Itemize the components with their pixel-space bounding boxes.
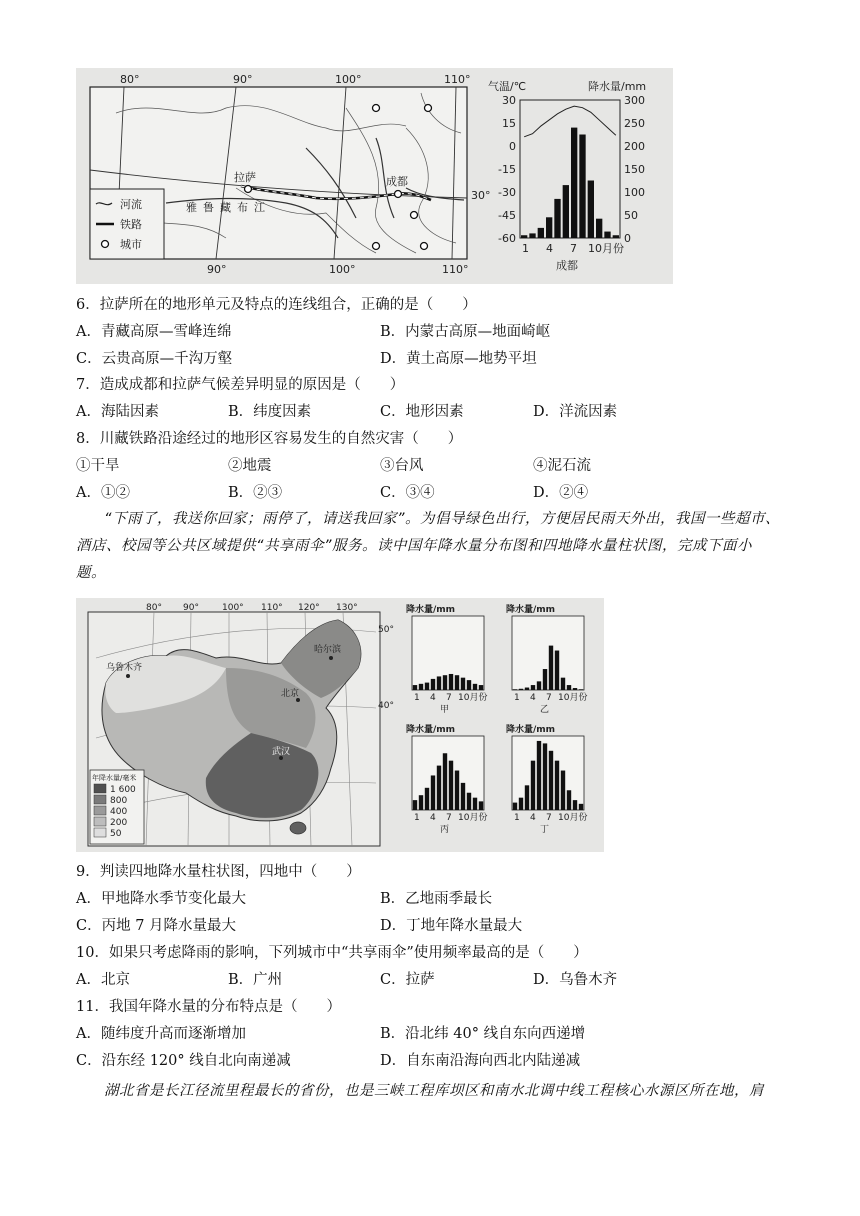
x-tick: 7 xyxy=(446,693,452,703)
left-tick: 30 xyxy=(502,94,516,107)
climate-plot-frame xyxy=(520,100,620,238)
precip-bar xyxy=(543,669,547,690)
city-circle xyxy=(373,243,380,250)
q7-option-b[interactable]: B．纬度因素 xyxy=(228,404,312,420)
passage-line: 湖北省是长江径流里程最长的省份，也是三峡工程库坝区和南水北调中线工程核心水源区所在地，肩 xyxy=(104,1083,764,1099)
passage-line: 题。 xyxy=(76,565,106,581)
precip-bar xyxy=(473,684,477,690)
q10-option-a[interactable]: A．北京 xyxy=(76,972,130,988)
precip-bar xyxy=(549,646,553,690)
precip-bar xyxy=(455,771,459,810)
x-tick: 4 xyxy=(430,693,436,703)
precip-bar xyxy=(579,689,583,690)
legend-title: 年降水量/毫米 xyxy=(92,774,137,782)
q7-option-c[interactable]: C．地形因素 xyxy=(380,404,464,420)
climate-chart-caption: 成都 xyxy=(556,259,578,272)
figure2-svg xyxy=(76,598,604,852)
passage-line: “下雨了，我送你回家；雨停了，请送我回家”。为倡导绿色出行，方便居民雨天外出，我国一些超市、 xyxy=(104,511,781,527)
q6-option-a[interactable]: A．青藏高原—雪峰连绵 xyxy=(76,324,232,340)
x-tick: 4 xyxy=(546,242,553,255)
lon-label: 100° xyxy=(222,603,244,613)
bar-chart-caption: 丁 xyxy=(540,825,550,835)
lat-label: 30° xyxy=(471,189,491,202)
q8-item-4: ④泥石流 xyxy=(533,458,591,474)
passage-shared-umbrella xyxy=(76,506,788,587)
x-tick: 7 xyxy=(546,693,552,703)
river-label: 雅鲁藏布江 xyxy=(186,201,271,214)
question-11-stem: 11．我国年降水量的分布特点是（ ） xyxy=(76,999,341,1015)
bar-chart-y-title: 降水量/mm xyxy=(406,725,456,735)
legend-swatch xyxy=(94,784,106,793)
precip-bar xyxy=(549,751,553,810)
left-tick: -60 xyxy=(498,232,516,245)
legend-river-label: 河流 xyxy=(120,198,142,211)
q8-item-3: ③台风 xyxy=(380,458,424,474)
bar-chart-frame xyxy=(512,616,584,690)
question-8-stem: 8．川藏铁路沿途经过的地形区容易发生的自然灾害（ ） xyxy=(76,431,463,447)
x-tick: 10月份 xyxy=(558,813,588,823)
legend-value: 1 600 xyxy=(110,785,136,795)
precip-bar xyxy=(419,684,423,690)
lon-label: 110° xyxy=(261,603,283,613)
precip-bar xyxy=(455,675,459,690)
precip-bar xyxy=(437,766,441,810)
precip-bar xyxy=(413,685,417,690)
precip-bar xyxy=(613,235,619,238)
precip-bar xyxy=(431,775,435,810)
x-tick: 7 xyxy=(546,813,552,823)
precip-bar xyxy=(546,217,552,238)
x-tick: 10月份 xyxy=(458,813,488,823)
precip-bar xyxy=(479,801,483,810)
precip-bar xyxy=(554,199,560,238)
q9-option-b[interactable]: B．乙地雨季最长 xyxy=(380,891,493,907)
city-circle xyxy=(411,212,418,219)
x-tick: 1 xyxy=(522,242,529,255)
x-tick: 10月份 xyxy=(458,693,488,703)
city-circle xyxy=(373,105,380,112)
right-tick: 150 xyxy=(624,163,645,176)
legend-swatch xyxy=(94,795,106,804)
climate-chart xyxy=(488,79,646,272)
lat-label: 40° xyxy=(378,701,394,711)
precip-bar xyxy=(521,235,527,238)
precip-bar xyxy=(467,793,471,810)
precip-bar xyxy=(529,233,535,238)
precip-bar xyxy=(525,688,529,690)
q8-option-c[interactable]: C．③④ xyxy=(380,485,435,501)
x-tick: 1 xyxy=(514,813,520,823)
right-tick: 300 xyxy=(624,94,645,107)
q9-option-a[interactable]: A．甲地降水季节变化最大 xyxy=(76,891,246,907)
precip-bar xyxy=(513,689,517,690)
precip-bar xyxy=(567,685,571,690)
q11-option-c[interactable]: C．沿东经 120° 线自北向南递减 xyxy=(76,1053,291,1069)
left-tick: -15 xyxy=(498,163,516,176)
x-tick: 4 xyxy=(530,693,536,703)
left-tick: 0 xyxy=(509,140,516,153)
x-tick: 1 xyxy=(514,693,520,703)
right-tick: 200 xyxy=(624,140,645,153)
city-chengdu-circle xyxy=(395,191,402,198)
legend-railway-label: 铁路 xyxy=(120,218,142,231)
q8-option-d[interactable]: D．②④ xyxy=(533,485,589,501)
passage-hubei xyxy=(76,1078,788,1105)
bar-chart-caption: 乙 xyxy=(540,705,550,715)
lon-label: 120° xyxy=(298,603,320,613)
precip-bar xyxy=(531,685,535,690)
precip-bar xyxy=(419,795,423,810)
bar-chart-y-title: 降水量/mm xyxy=(406,605,456,615)
bar-chart-caption: 甲 xyxy=(440,705,450,715)
bar-chart-y-title: 降水量/mm xyxy=(506,605,556,615)
right-tick: 0 xyxy=(624,232,631,245)
bar-chart-y-title: 降水量/mm xyxy=(506,725,556,735)
precip-bar xyxy=(543,743,547,810)
lon-label-top: 90° xyxy=(233,73,253,86)
left-tick: -30 xyxy=(498,186,516,199)
legend-city-label: 城市 xyxy=(120,238,142,251)
x-tick: 7 xyxy=(570,242,577,255)
q8-item-1: ①干旱 xyxy=(76,458,120,474)
city-icon xyxy=(102,241,109,248)
q7-option-a[interactable]: A．海陆因素 xyxy=(76,404,159,420)
right-tick: 100 xyxy=(624,186,645,199)
q7-option-d[interactable]: D．洋流因素 xyxy=(533,404,618,420)
figure-china-precipitation xyxy=(76,598,604,852)
city-label-chengdu: 成都 xyxy=(386,175,408,188)
precip-bar xyxy=(437,676,441,690)
x-tick: 1 xyxy=(414,693,420,703)
precip-bar xyxy=(573,800,577,810)
city-label-lhasa: 拉萨 xyxy=(234,171,256,184)
precip-bar xyxy=(473,798,477,810)
lon-label-bottom: 90° xyxy=(207,263,227,276)
precip-bar xyxy=(425,788,429,810)
lat-label: 50° xyxy=(378,625,394,635)
left-axis-title: 气温/℃ xyxy=(488,80,527,93)
lon-label-top: 100° xyxy=(335,73,362,86)
legend-value: 200 xyxy=(110,818,128,828)
city-label-wuhan: 武汉 xyxy=(272,747,291,757)
q9-option-d[interactable]: D．丁地年降水量最大 xyxy=(380,918,523,934)
precip-bar xyxy=(571,128,577,238)
precip-bar xyxy=(413,800,417,810)
right-tick: 50 xyxy=(624,209,638,222)
precip-bar xyxy=(449,674,453,690)
q6-option-b[interactable]: B．内蒙古高原—地面崎岖 xyxy=(380,324,551,340)
q6-option-d[interactable]: D．黄土高原—地势平坦 xyxy=(380,351,537,367)
q11-option-d[interactable]: D．自东南沿海向西北内陆递减 xyxy=(380,1053,581,1069)
x-tick: 10月份 xyxy=(558,693,588,703)
precip-bar xyxy=(537,741,541,810)
precip-bar xyxy=(596,219,602,238)
lon-label: 80° xyxy=(146,603,162,613)
legend-swatch xyxy=(94,817,106,826)
precip-bar xyxy=(443,753,447,810)
map-svg xyxy=(76,68,673,284)
x-tick: 1 xyxy=(414,813,420,823)
precip-bar xyxy=(555,761,559,810)
precip-bar xyxy=(467,680,471,690)
q10-option-b[interactable]: B．广州 xyxy=(228,972,283,988)
q9-option-c[interactable]: C．丙地 7 月降水量最大 xyxy=(76,918,237,934)
precip-bar xyxy=(443,675,447,690)
x-tick: 7 xyxy=(446,813,452,823)
precip-bar xyxy=(588,181,594,239)
city-circle xyxy=(421,243,428,250)
precip-bar xyxy=(538,228,544,238)
lon-label-top: 80° xyxy=(120,73,140,86)
temperature-line xyxy=(524,106,616,137)
precip-bar xyxy=(563,185,569,238)
precip-bar xyxy=(431,679,435,690)
city-label-beijing: 北京 xyxy=(281,689,300,699)
figure-sichuan-tibet-map xyxy=(76,68,673,284)
precip-bar xyxy=(449,761,453,810)
bar-chart-caption: 丙 xyxy=(440,825,450,835)
precip-bar xyxy=(561,678,565,690)
q10-option-d[interactable]: D．乌鲁木齐 xyxy=(533,972,618,988)
q11-option-b[interactable]: B．沿北纬 40° 线自东向西递增 xyxy=(380,1026,586,1042)
x-tick: 4 xyxy=(430,813,436,823)
lon-label-bottom: 110° xyxy=(442,263,469,276)
city-label-harbin: 哈尔滨 xyxy=(314,645,342,655)
precip-bar xyxy=(573,688,577,690)
lon-label-top: 110° xyxy=(444,73,471,86)
precip-bar xyxy=(513,803,517,810)
precip-bar xyxy=(604,232,610,238)
legend-swatch xyxy=(94,828,106,837)
lon-label: 90° xyxy=(183,603,199,613)
left-tick: -45 xyxy=(498,209,516,222)
precip-bar xyxy=(579,135,585,239)
city-circle xyxy=(425,105,432,112)
q10-option-c[interactable]: C．拉萨 xyxy=(380,972,435,988)
question-10-stem: 10．如果只考虑降雨的影响，下列城市中“共享雨伞”使用频率最高的是（ ） xyxy=(76,945,588,961)
precip-bar xyxy=(555,651,559,690)
legend-value: 800 xyxy=(110,796,128,806)
precip-bar xyxy=(461,783,465,810)
precip-bar xyxy=(567,790,571,810)
legend-swatch xyxy=(94,806,106,815)
q11-option-a[interactable]: A．随纬度升高而逐渐增加 xyxy=(76,1026,246,1042)
passage-line: 酒店、校园等公共区域提供“共享雨伞”服务。读中国年降水量分布图和四地降水量柱状图，完成下面小 xyxy=(76,538,753,554)
precip-bar xyxy=(537,681,541,690)
hainan-island xyxy=(290,822,306,834)
precip-bar xyxy=(525,785,529,810)
left-tick: 15 xyxy=(502,117,516,130)
q6-option-c[interactable]: C．云贵高原—千沟万壑 xyxy=(76,351,233,367)
legend-value: 50 xyxy=(110,829,122,839)
city-label-urumqi: 乌鲁木齐 xyxy=(106,663,143,673)
q8-option-b[interactable]: B．②③ xyxy=(228,485,283,501)
right-tick: 250 xyxy=(624,117,645,130)
legend-value: 400 xyxy=(110,807,128,817)
x-tick: 4 xyxy=(530,813,536,823)
question-7-stem: 7．造成成都和拉萨气候差异明显的原因是（ ） xyxy=(76,377,405,393)
question-6-stem: 6．拉萨所在的地形单元及特点的连线组合，正确的是（ ） xyxy=(76,297,477,313)
bar-chart-frame xyxy=(412,616,484,690)
question-9-stem: 9．判读四地降水量柱状图，四地中（ ） xyxy=(76,864,361,880)
x-tick: 10月份 xyxy=(588,242,624,255)
lon-label: 130° xyxy=(336,603,358,613)
city-lhasa-circle xyxy=(245,186,252,193)
q8-item-2: ②地震 xyxy=(228,458,272,474)
precip-bar xyxy=(519,798,523,810)
lon-label-bottom: 100° xyxy=(329,263,356,276)
precip-bar xyxy=(479,685,483,690)
precip-bar xyxy=(461,678,465,690)
precip-bar xyxy=(425,683,429,690)
right-axis-title: 降水量/mm xyxy=(588,80,647,93)
q8-option-a[interactable]: A．①② xyxy=(76,485,130,501)
precip-bar xyxy=(579,804,583,810)
precip-bar xyxy=(561,771,565,810)
precip-bar xyxy=(519,689,523,690)
precip-bar xyxy=(531,761,535,810)
